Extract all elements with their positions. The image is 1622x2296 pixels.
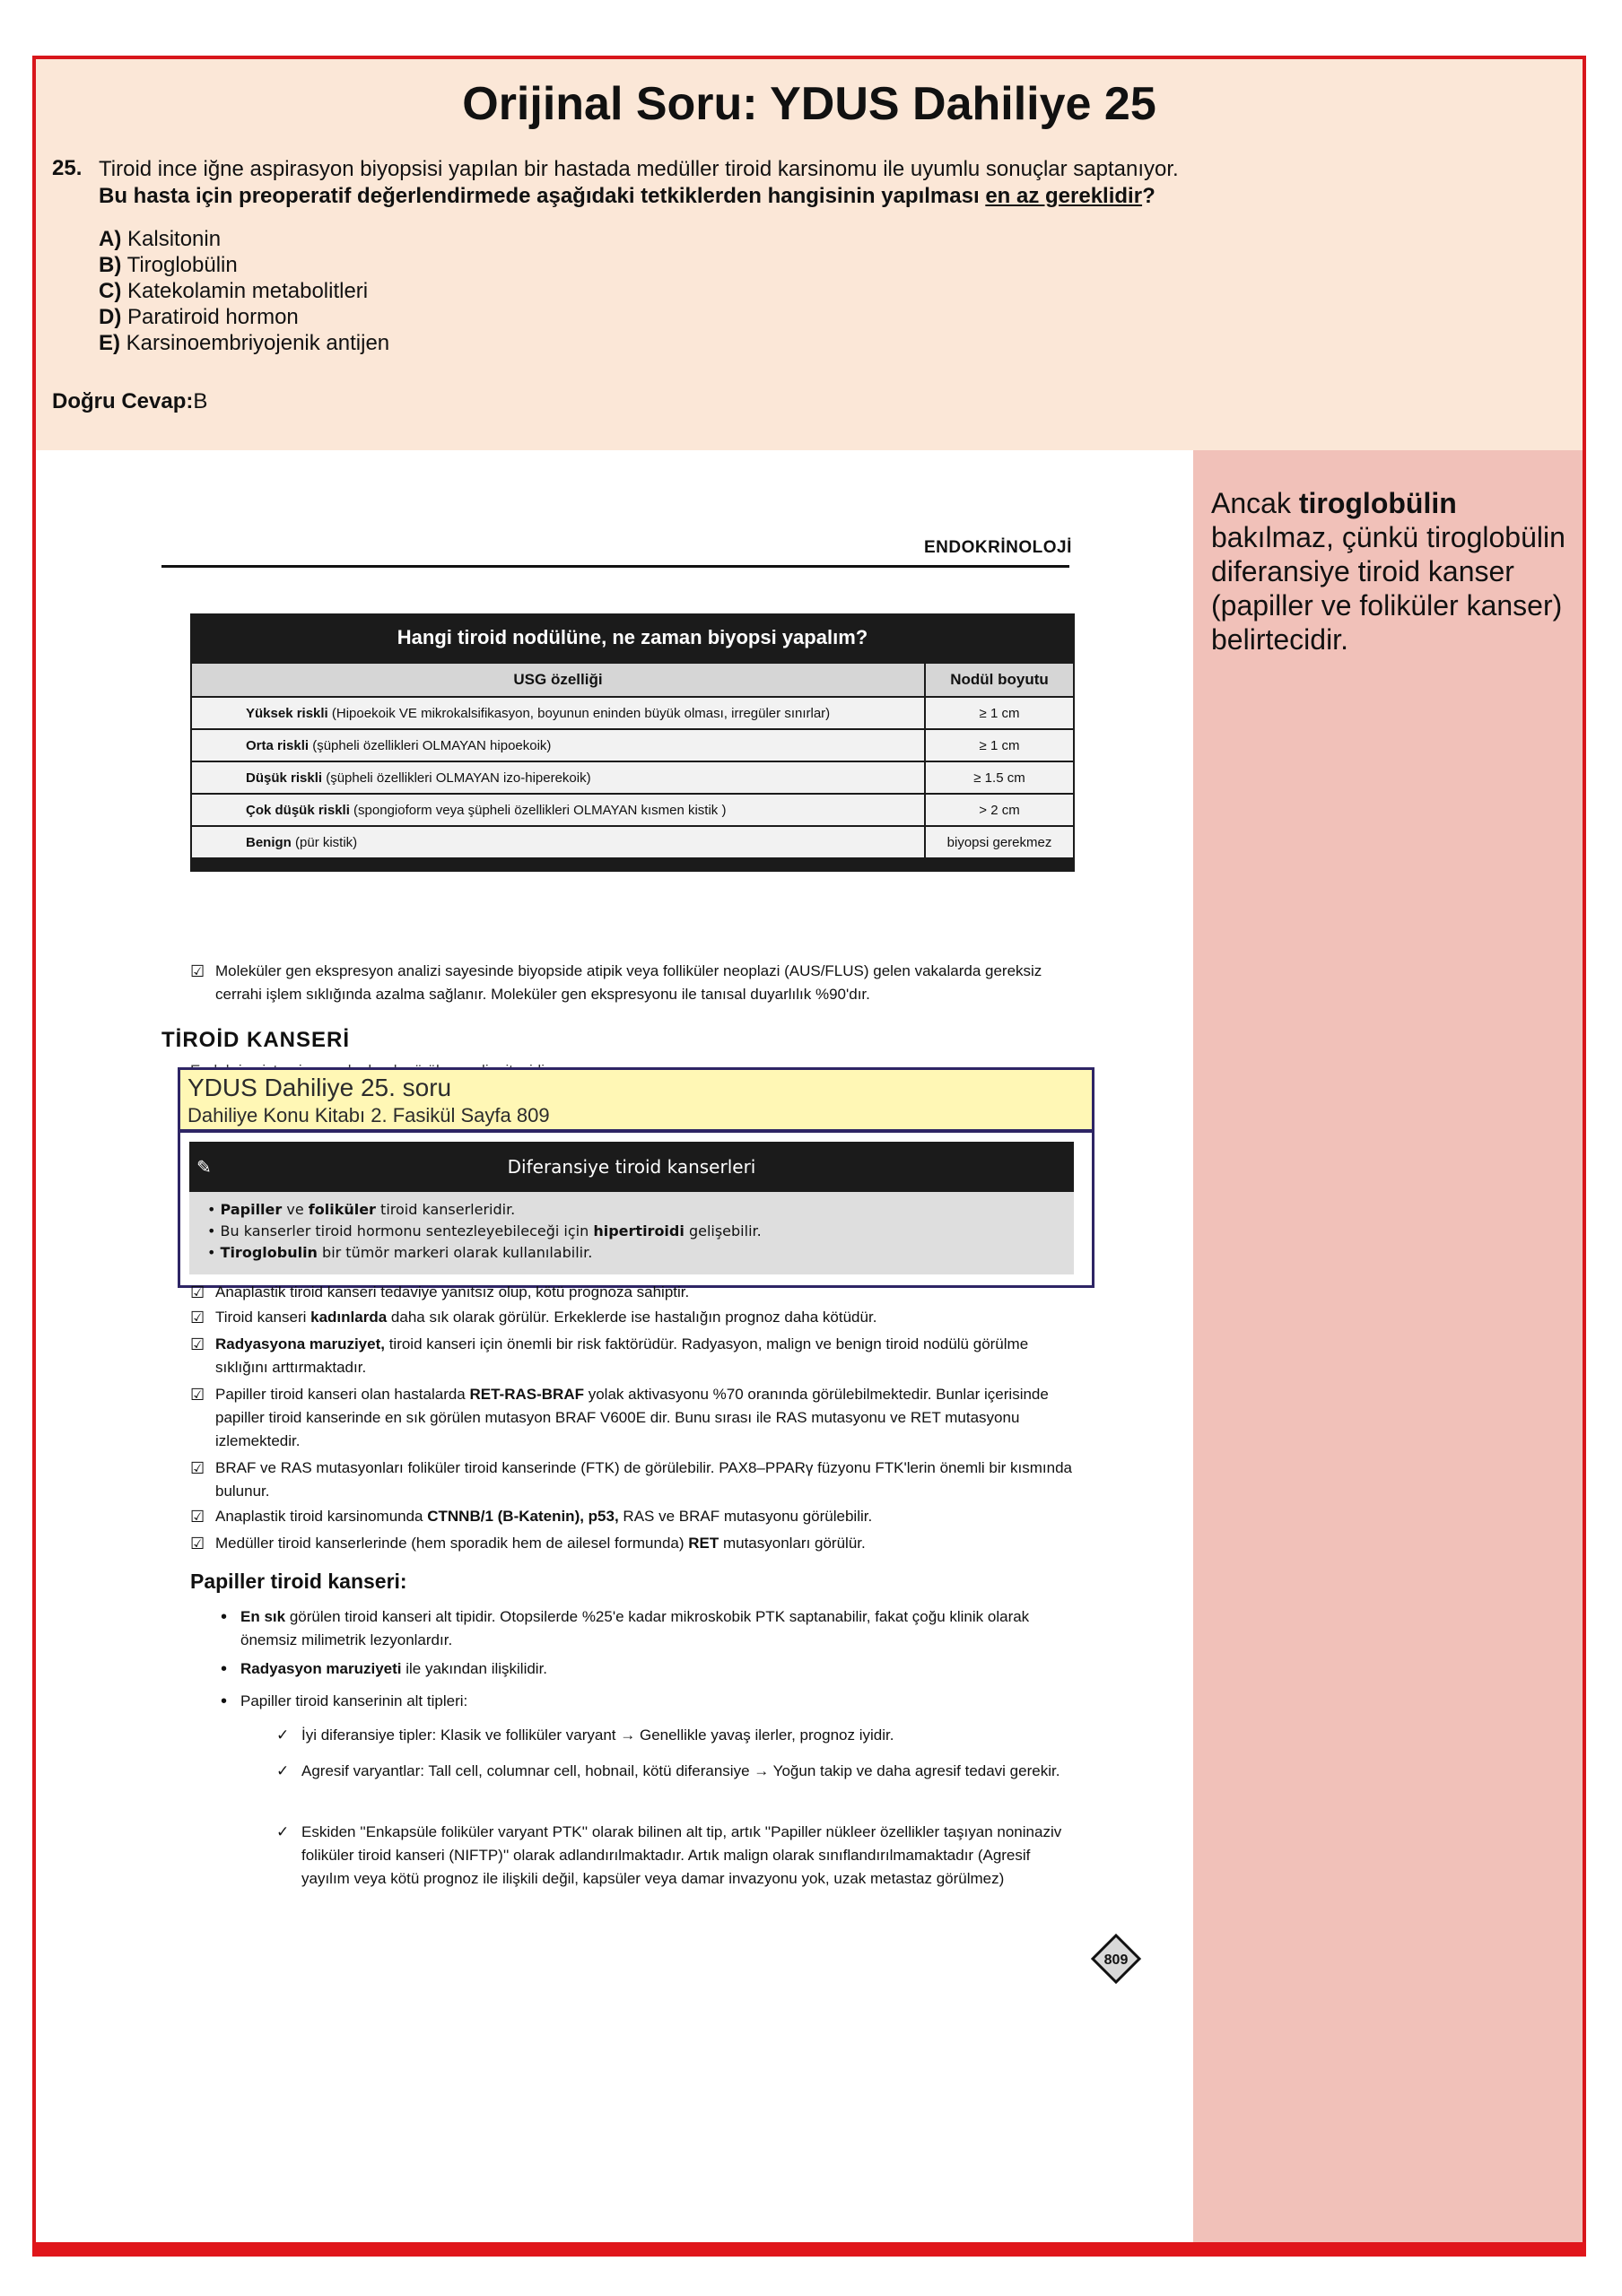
question-number: 25.	[52, 156, 83, 180]
risk-desc: (pür kistik)	[291, 834, 358, 850]
check-icon: ✓	[276, 1762, 290, 1779]
checkbox-icon: ☑	[190, 1309, 205, 1326]
option-b	[99, 252, 389, 278]
book-page	[36, 450, 1193, 2257]
checkbox-icon: ☑	[190, 1459, 205, 1477]
page-frame	[32, 56, 1586, 2257]
item-text: tiroid kanserleridir.	[375, 1201, 516, 1218]
dot-item	[221, 1605, 1073, 1652]
bottom-bar	[32, 2242, 1586, 2257]
table-cell-size: ≥ 1.5 cm	[925, 761, 1074, 794]
dot-bold: En sık	[240, 1608, 286, 1625]
table-cell	[191, 826, 925, 858]
diferansiye-inner	[189, 1142, 1074, 1274]
risk-desc: (Hipoekoik VE mikrokalsifikasyon, boyunun eninden büyük olması, irregüler sınırlar)	[327, 705, 831, 721]
bullet-text	[215, 1457, 1078, 1503]
papiller-heading: Papiller tiroid kanseri:	[190, 1570, 407, 1593]
table-header-usg: USG özelliği	[191, 663, 925, 697]
risk-label: Düşük riskli	[246, 770, 323, 786]
bullet-text	[215, 1532, 1078, 1555]
bullet-item	[190, 1457, 1078, 1503]
risk-label: Çok düşük riskli	[246, 802, 350, 818]
pencil-icon: ✎	[196, 1158, 212, 1178]
risk-desc: (şüpheli özellikleri OLMAYAN hipoekoik)	[309, 737, 552, 753]
list-item: • Bu kanserler tiroid hormonu sentezleyebileceği için hipertiroidi gelişebilir.	[207, 1222, 762, 1239]
option-text: Katekolamin metabolitleri	[127, 279, 369, 303]
bullet-post: tiroid kanseri için önemli bir risk faktörüdür. Radyasyon, malign ve benign tiroid nodülü görülme sıklığını arttırmaktadır.	[215, 1335, 1029, 1376]
option-text: Paratiroid hormon	[127, 305, 299, 329]
correct-answer	[52, 389, 207, 414]
option-text: Kalsitonin	[127, 227, 222, 251]
item-text: Bu kanserler tiroid hormonu sentezleyebileceği için	[220, 1222, 594, 1239]
item-text: ve	[282, 1201, 309, 1218]
bullet-pre: Medüller tiroid kanserlerinde (hem sporadik hem de ailesel formunda)	[215, 1535, 689, 1552]
bullet-text	[215, 1383, 1078, 1453]
diferansiye-list	[189, 1192, 1074, 1264]
explanation-pre: Ancak	[1211, 487, 1299, 519]
table-header-size: Nodül boyutu	[925, 663, 1074, 697]
bullet-text	[215, 1333, 1078, 1379]
page-number: 809	[1103, 1952, 1129, 1968]
option-letter: E)	[99, 331, 120, 355]
checkbox-icon: ☑	[190, 1283, 205, 1301]
explanation-panel	[1193, 450, 1583, 2257]
bullet-text	[215, 1281, 1078, 1304]
table-row	[191, 826, 1074, 858]
checkbox-icon: ☑	[190, 1535, 205, 1552]
stem-end: ?	[1142, 184, 1155, 208]
option-text: Karsinoembriyojenik antijen	[126, 331, 390, 355]
molecular-note	[190, 960, 1078, 1006]
option-text: Tiroglobülin	[126, 253, 238, 277]
bullet-text	[215, 1505, 1078, 1528]
bullet-post: RAS ve BRAF mutasyonu görülebilir.	[618, 1508, 873, 1525]
list-item: • Papiller ve foliküler tiroid kanserleridir.	[207, 1201, 516, 1218]
dot-item	[221, 1690, 1073, 1713]
option-a	[99, 226, 389, 252]
item-text: gelişebilir.	[684, 1222, 762, 1239]
bullet-post: daha sık olarak görülür. Erkeklerde ise hastalığın prognoz daha kötüdür.	[387, 1309, 877, 1326]
bullet-item	[190, 1306, 1078, 1329]
dot-post: görülen tiroid kanseri alt tipidir. Otopsilerde %25'e kadar mikroskobik PTK saptanabilir, fakat çoğu klinik olarak önemsiz milimetrik lezyonlardır.	[240, 1608, 1030, 1648]
checkbox-icon: ☑	[190, 1335, 205, 1353]
table-cell-size: > 2 cm	[925, 794, 1074, 826]
overlay-subtitle: Dahiliye Konu Kitabı 2. Fasikül Sayfa 809	[187, 1104, 550, 1126]
bullet-item	[190, 1383, 1078, 1453]
item-bold: Tiroglobulin	[220, 1244, 318, 1261]
bullet-pre: Anaplastik tiroid kanseri tedaviye yanıtsız olup, kötü prognoza sahiptir.	[215, 1283, 690, 1300]
overlay-title: YDUS Dahiliye 25. soru	[187, 1074, 452, 1101]
table-title: Hangi tiroid nodülüne, ne zaman biyopsi yapalım?	[397, 626, 868, 648]
item-bold: Papiller	[220, 1201, 283, 1218]
subtype-item	[276, 1760, 1073, 1783]
explanation-bold: tiroglobülin	[1298, 487, 1457, 519]
table-row	[191, 697, 1074, 729]
table-cell	[191, 761, 925, 794]
table-cell	[191, 729, 925, 761]
section-header: ENDOKRİNOLOJİ	[924, 538, 1072, 557]
bullet-dot-icon: •	[221, 1607, 228, 1627]
dot-item	[221, 1657, 1073, 1681]
source-overlay	[178, 1067, 1094, 1132]
bullet-bold: RET	[688, 1535, 719, 1552]
bullet-dot-icon: •	[221, 1692, 228, 1711]
bullet-pre: Papiller tiroid kanseri olan hastalarda	[215, 1386, 470, 1403]
subtype-text: Eskiden ''Enkapsüle foliküler varyant PTK'' olarak bilinen alt tip, artık ''Papiller nükleer özellikler taşıyan noninaziv foliküler tiroid kanseri (NIFTP)'' olarak adlandırılmaktadır. Artık malign olarak sınıflandırılmamaktadır (Agresif yayılım veya kötü prognoz ile ilişkili değil, kapsüler veya damar invazyonu yok, uzak metastaz görülmez)	[301, 1823, 1062, 1887]
bullet-post: yolak aktivasyonu %70 oranında görülebilmektedir. Bunlar içerisinde papiller tiroid kanserinde en sık görülen mutasyon BRAF V600E dir. Bunu sırası ile RAS mutasyonu ve RET mutasyonu izlemektedir.	[215, 1386, 1049, 1449]
risk-label: Benign	[246, 834, 292, 850]
bullet-item	[190, 1532, 1078, 1555]
bullet-pre: Anaplastik tiroid karsinomunda	[215, 1508, 428, 1525]
dot-bold: Radyasyon maruziyeti	[240, 1660, 402, 1677]
option-letter: C)	[99, 279, 122, 303]
item-bold: foliküler	[308, 1201, 376, 1218]
risk-label: Yüksek riskli	[246, 705, 328, 721]
bullet-item	[190, 1505, 1078, 1528]
question-title: Orijinal Soru: YDUS Dahiliye 25	[462, 78, 1156, 130]
risk-desc: (spongioform veya şüpheli özellikleri OLMAYAN kısmen kistik )	[349, 802, 727, 818]
diferansiye-box	[178, 1130, 1094, 1288]
item-text: bir tümör markeri olarak kullanılabilir.	[317, 1244, 593, 1261]
table-cell-size: ≥ 1 cm	[925, 697, 1074, 729]
option-letter: A)	[99, 227, 122, 251]
subtype-item	[276, 1724, 1073, 1747]
answer-label: Doğru Cevap:	[52, 389, 194, 413]
question-stem	[99, 156, 1552, 210]
dot-post: ile yakından ilişkilidir.	[401, 1660, 548, 1677]
checkbox-icon: ☑	[190, 962, 205, 980]
risk-label: Orta riskli	[246, 737, 310, 753]
diferansiye-title: Diferansiye tiroid kanserleri	[507, 1156, 756, 1178]
table-row	[191, 761, 1074, 794]
note-text: Moleküler gen ekspresyon analizi sayesinde biyopside atipik veya folliküler neoplazi (AUS/FLUS) gelen vakalarda gereksiz cerrahi işlem sıklığında azalma sağlanır. Moleküler gen ekspresyonu ile tanısal duyarlılık %90'dır.	[215, 962, 1042, 1003]
table-cell	[191, 794, 925, 826]
option-e	[99, 330, 389, 356]
explanation-text	[1211, 486, 1570, 657]
options-list	[99, 226, 389, 356]
dot-text	[240, 1605, 1073, 1652]
list-item: • Tiroglobulin bir tümör markeri olarak kullanılabilir.	[207, 1244, 593, 1261]
checkbox-icon: ☑	[190, 1386, 205, 1404]
table-row	[191, 794, 1074, 826]
table-grid	[190, 662, 1075, 859]
subtype-item	[276, 1821, 1073, 1891]
bullet-pre: BRAF ve RAS mutasyonları foliküler tiroid kanserinde (FTK) de görülebilir. PAX8–PPARγ füzyonu FTK'lerin önemli bir kısmında bulunur.	[215, 1459, 1072, 1500]
bullet-dot-icon: •	[221, 1659, 228, 1679]
table-cell	[191, 697, 925, 729]
dot-text	[240, 1690, 1073, 1713]
table-header-row	[191, 663, 1074, 697]
explanation-post: bakılmaz, çünkü tiroglobülin diferansiye tiroid kanser (papiller ve foliküler kanser) belirtecidir.	[1211, 521, 1565, 656]
question-stem-line1: Tiroid ince iğne aspirasyon biyopsisi yapılan bir hastada medüller tiroid karsinomu ile uyumlu sonuçlar saptanıyor.	[99, 157, 1179, 181]
tiroid-kanseri-heading: TİROİD KANSERİ	[161, 1028, 351, 1052]
biopsy-table	[190, 613, 1075, 872]
subtype-text: Agresif varyantlar: Tall cell, columnar cell, hobnail, kötü diferansiye → Yoğun takip ve daha agresif tedavi gerekir.	[301, 1762, 1060, 1779]
bullet-bold: Radyasyona maruziyet,	[215, 1335, 385, 1352]
bullet-post: mutasyonları görülür.	[719, 1535, 866, 1552]
check-icon: ✓	[276, 1823, 290, 1840]
option-letter: D)	[99, 305, 122, 329]
risk-desc: (şüpheli özellikleri OLMAYAN izo-hiperekoik)	[322, 770, 591, 786]
bullet-text	[215, 1306, 1078, 1329]
bullet-bold: RET-RAS-BRAF	[469, 1386, 584, 1403]
table-cell-size: ≥ 1 cm	[925, 729, 1074, 761]
question-stem-line2	[99, 183, 1552, 210]
checkbox-icon: ☑	[190, 1508, 205, 1526]
stem-part: Bu hasta için preoperatif değerlendirmede aşağıdaki tetkiklerden hangisinin yapılması	[99, 184, 986, 208]
bullet-pre: Tiroid kanseri	[215, 1309, 311, 1326]
option-d	[99, 304, 389, 330]
subtype-text: İyi diferansiye tipler: Klasik ve folliküler varyant → Genellikle yavaş ilerler, prognoz iyidir.	[301, 1726, 894, 1744]
dot-text	[240, 1657, 1073, 1681]
check-icon: ✓	[276, 1726, 290, 1744]
bullet-item	[190, 1333, 1078, 1379]
page-number-badge	[1091, 1934, 1141, 1984]
bullet-bold: kadınlarda	[310, 1309, 388, 1326]
dot-post: Papiller tiroid kanserinin alt tipleri:	[240, 1692, 468, 1709]
diferansiye-header	[189, 1142, 1074, 1192]
question-panel	[36, 59, 1583, 450]
option-letter: B)	[99, 253, 122, 277]
item-bold: hipertiroidi	[593, 1222, 685, 1239]
bullet-bold: CTNNB/1 (B-Katenin), p53,	[427, 1508, 619, 1525]
section-rule	[161, 565, 1069, 568]
bullet-item	[190, 1281, 1078, 1304]
option-c	[99, 278, 389, 304]
answer-value: B	[193, 389, 208, 413]
table-cell-size: biyopsi gerekmez	[925, 826, 1074, 858]
table-row	[191, 729, 1074, 761]
stem-underlined: en az gereklidir	[985, 184, 1143, 208]
